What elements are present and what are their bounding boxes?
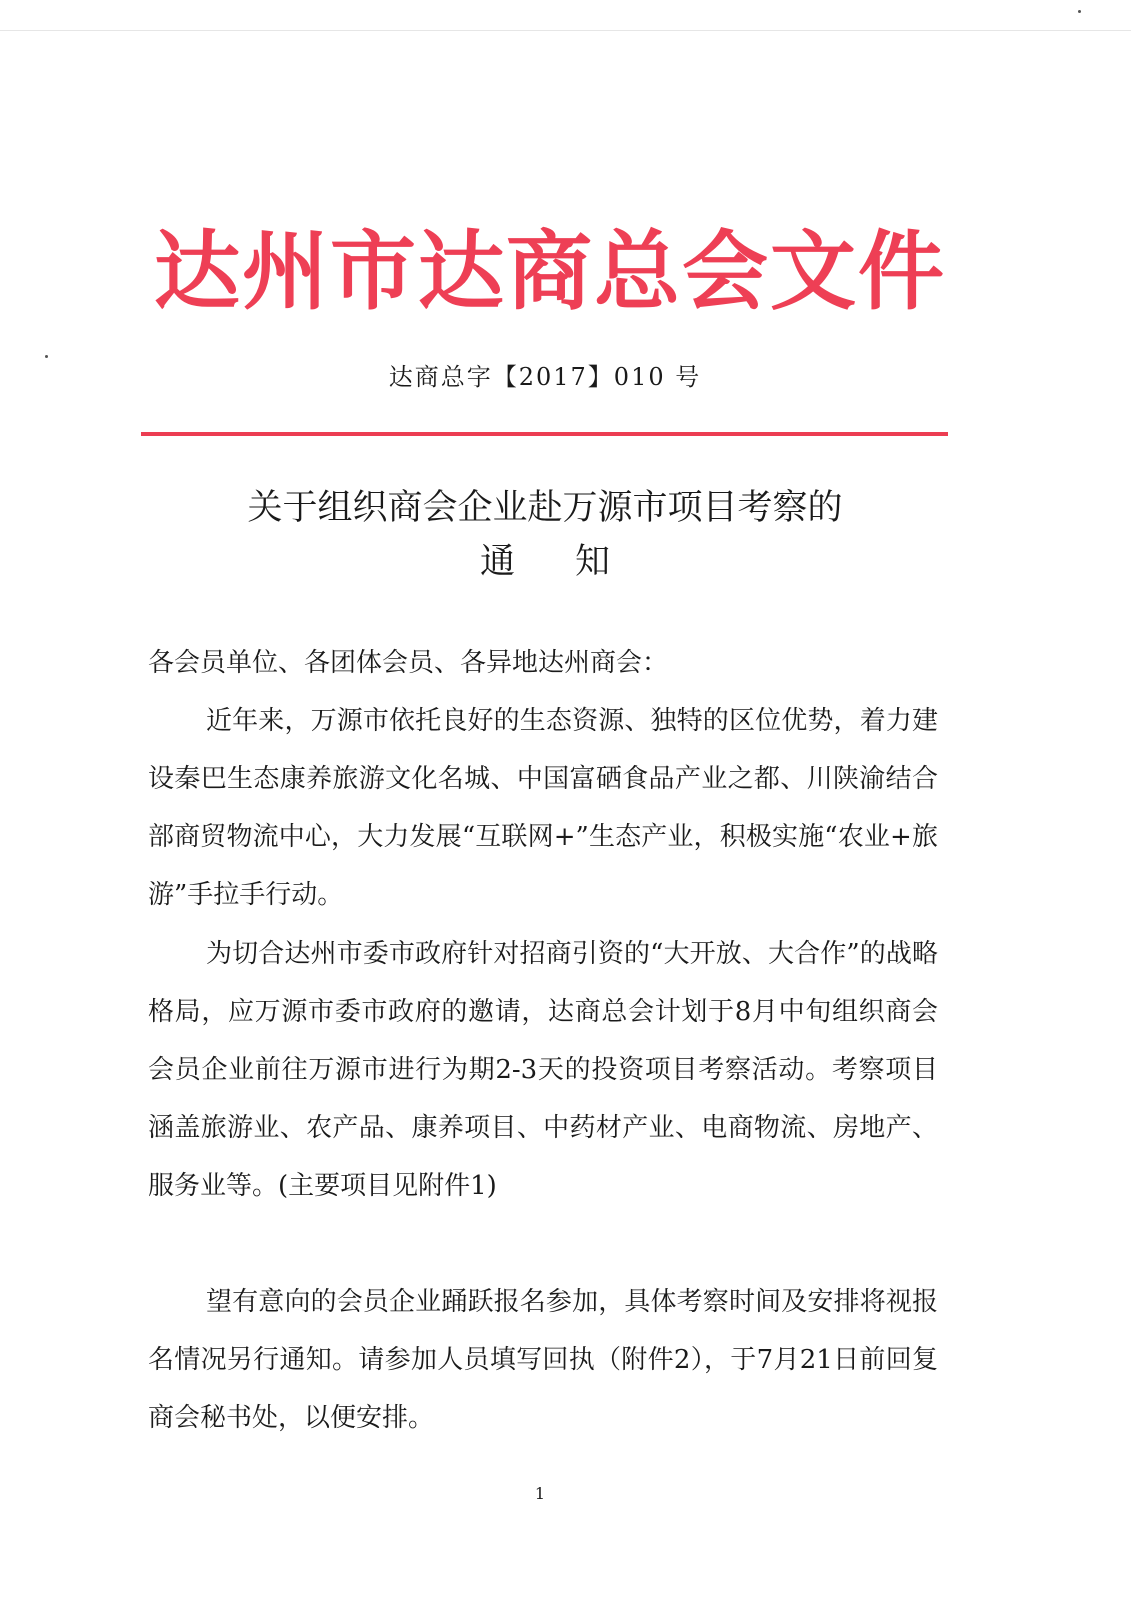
scan-speck xyxy=(1078,10,1081,13)
notice-title-line-2: 通知 xyxy=(479,542,670,582)
notice-title-line-1: 关于组织商会企业赴万源市项目考察的 xyxy=(247,488,843,528)
salutation: 各会员单位、各团体会员、各异地达州商会： xyxy=(148,648,669,678)
scan-top-edge xyxy=(0,30,1131,31)
document-header-title: 达州市达商总会文件 xyxy=(154,222,946,322)
red-divider-line xyxy=(141,432,948,436)
page-number: 1 xyxy=(534,1484,546,1503)
body-paragraph-3: 望有意向的会员企业踊跃报名参加，具体考察时间及安排将视报名情况另行通知。请参加人员填写回执（附件2），于7月21日前回复商会秘书处，以便安排。 xyxy=(148,1287,938,1433)
document-number: 达商总字【2017】010 号 xyxy=(388,363,702,391)
body-paragraph-1: 近年来，万源市依托良好的生态资源、独特的区位优势，着力建设秦巴生态康养旅游文化名城、中国富硒食品产业之都、川陕渝结合部商贸物流中心，大力发展“互联网+”生态产业，积极实施“农业+旅游”手拉手行动。 xyxy=(148,706,938,910)
body-paragraph-2: 为切合达州市委市政府针对招商引资的“大开放、大合作”的战略格局，应万源市委市政府的邀请，达商总会计划于8月中旬组织商会会员企业前往万源市进行为期2-3天的投资项目考察活动。考察项目涵盖旅游业、农产品、康养项目、中药材产业、电商物流、房地产、服务业等。(主要项目见附件1) xyxy=(148,939,938,1201)
